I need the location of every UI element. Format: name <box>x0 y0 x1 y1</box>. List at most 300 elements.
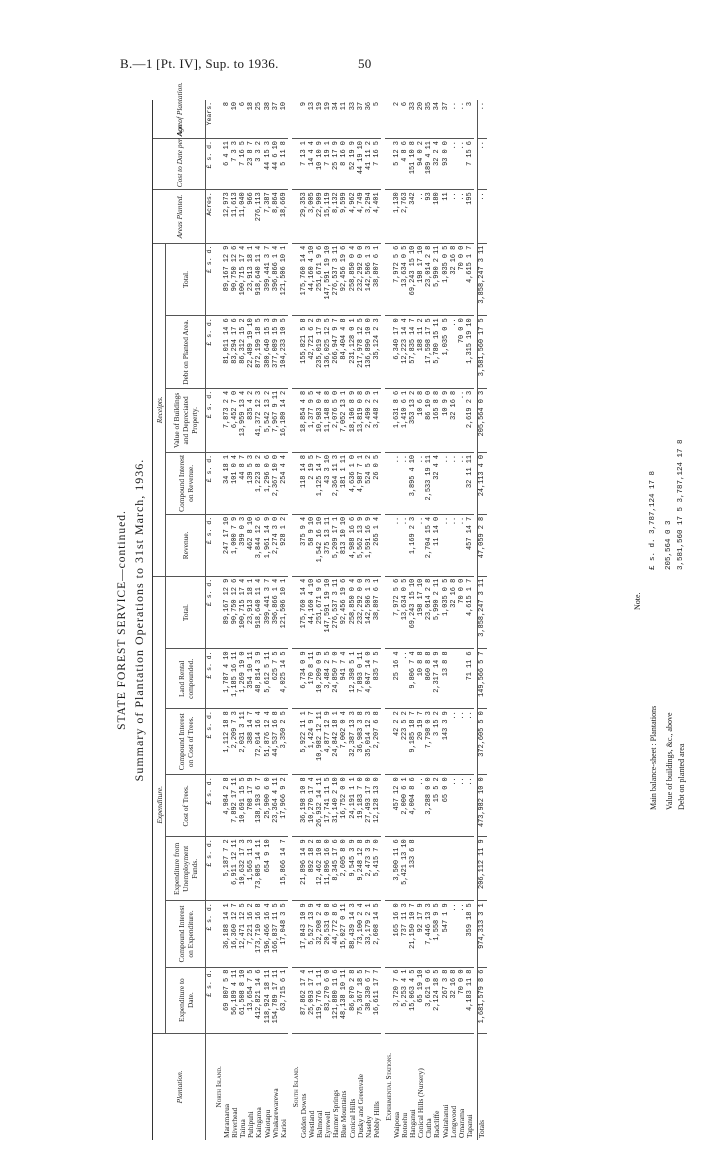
cell: 25 17 9 <box>332 139 340 190</box>
table-row <box>433 100 441 1140</box>
table-row <box>247 100 255 1140</box>
cell: 37 <box>357 100 365 139</box>
cell: 198 17 10 <box>417 576 425 649</box>
cell: 93 0 0 <box>442 139 450 190</box>
cell: .. <box>458 100 466 139</box>
cell: 19 <box>316 100 324 139</box>
cell: 90,750 12 6 <box>231 243 239 316</box>
cell: 63,715 6 1 <box>280 967 288 1033</box>
col-header-plantation: Plantation. <box>153 1033 206 1140</box>
table-row <box>272 100 280 1140</box>
cell: 7,873 2 4 <box>223 388 231 452</box>
cell <box>450 837 458 901</box>
cell: 10,691 15 5 <box>239 775 247 837</box>
cell: 56,189 4 11 <box>231 967 239 1033</box>
cell: 21,150 10 7 <box>409 901 417 967</box>
cell: 265 1 4 <box>373 514 381 576</box>
cell <box>292 243 300 316</box>
cell: 1,125 14 7 <box>316 452 324 514</box>
cell: 1,035 0 5 <box>442 243 450 316</box>
cell: 7,002 0 4 <box>340 709 348 775</box>
cell: 44 15 3 <box>264 139 272 190</box>
cell: 81,011 14 6 <box>223 316 231 389</box>
note-label-3: Debt on planted area <box>677 743 686 810</box>
cell: 860 8 8 <box>425 649 433 709</box>
cell: 217,978 12 5 <box>357 316 365 389</box>
cell: 1,130 <box>393 190 401 243</box>
row-label: Karioi <box>278 1119 288 1138</box>
cell: 104,233 10 5 <box>280 316 288 389</box>
cell: 2,076 5 0 <box>332 388 340 452</box>
cell: 835 7 5 <box>373 649 381 709</box>
cell: £ s. d. <box>206 243 216 316</box>
col-header-11: Debt on Planted Area. <box>166 316 206 389</box>
col-header-areas: Areas Planted. <box>153 190 206 243</box>
cell: 1,169 2 3 <box>409 514 417 576</box>
cell: 44,537 16 8 <box>272 709 280 775</box>
cell: 6 4 11 <box>223 139 231 190</box>
cell <box>458 837 466 901</box>
cell: 18 <box>247 100 255 139</box>
cell: 2,031 3 11 <box>239 709 247 775</box>
cell: 1,787 4 10 <box>223 649 231 709</box>
cell: 8 <box>223 100 231 139</box>
cell: 708 17 9 <box>247 775 255 837</box>
cell: 23,014 2 8 <box>425 576 433 649</box>
cell: 457 14 7 <box>466 514 474 576</box>
cell: .. <box>450 514 458 576</box>
cell: 396,866 1 4 <box>272 576 280 649</box>
cell: 412,821 14 6 <box>255 967 263 1033</box>
cell <box>385 901 393 967</box>
cell: .. <box>450 316 458 389</box>
cell: 20 <box>417 100 425 139</box>
cell: 32 4 4 <box>433 452 441 514</box>
cell <box>292 139 300 190</box>
cell: .. <box>401 452 409 514</box>
cell <box>292 316 300 389</box>
cell: 38,330 6 7 <box>365 967 373 1033</box>
cell: 10 10 9 <box>316 139 324 190</box>
cell: 44 6 10 <box>272 139 280 190</box>
cell: 92,456 19 6 <box>340 243 348 316</box>
cell: £ s. d. <box>206 967 216 1033</box>
row-label: Tapanui <box>464 1114 474 1138</box>
cell: .. <box>401 514 409 576</box>
cell <box>292 514 300 576</box>
cell: 8,345 17 6 <box>332 837 340 901</box>
cell: 1,035 0 5 <box>442 316 450 389</box>
cell: 276,537 3 11 <box>332 243 340 316</box>
cell: 8,864 <box>272 190 280 243</box>
cell: 143 3 9 <box>442 709 450 775</box>
cell: 2,490 2 9 <box>365 388 373 452</box>
cell <box>385 139 393 190</box>
table-row <box>223 100 231 1140</box>
cell: 254 4 4 <box>280 452 288 514</box>
cell: 2,533 19 11 <box>425 452 433 514</box>
cell <box>385 190 393 243</box>
cell: 10 <box>280 100 288 139</box>
cell: 2 19 5 <box>308 452 316 514</box>
cell: .. <box>478 190 487 243</box>
cell: .. <box>458 514 466 576</box>
cell: 22,909 <box>316 190 324 243</box>
cell: £ s. d. <box>206 837 216 901</box>
col-header-4: Cost of Trees. <box>166 775 206 837</box>
cell: 918,640 11 4 <box>255 243 263 316</box>
cell: 2 <box>393 100 401 139</box>
cell <box>292 452 300 514</box>
cell: 1,410 6 1 <box>401 388 409 452</box>
cell: 6,734 0 9 <box>300 649 308 709</box>
row-label: Puhipuhi <box>246 1111 256 1138</box>
cell: .. <box>466 775 474 837</box>
cell: 36,198 10 8 <box>300 775 308 837</box>
cell: 6 <box>401 100 409 139</box>
cell: 11,896 16 0 <box>324 837 332 901</box>
cell: 4,984 2 8 <box>223 775 231 837</box>
cell: 7,972 5 6 <box>393 243 401 316</box>
cell: 44,772 8 6 <box>332 901 340 967</box>
cell: 165 16 0 <box>393 901 401 967</box>
cell: 147,591 19 10 <box>324 576 332 649</box>
cell: 38,807 6 1 <box>373 243 381 316</box>
cell: 25 <box>255 100 263 139</box>
cell: 4,988 16 6 <box>349 514 357 576</box>
cell: .. <box>450 452 458 514</box>
cell <box>292 901 300 967</box>
cell: 9,599 <box>340 190 348 243</box>
cell: 4,615 1 7 <box>466 576 474 649</box>
cell: 2,619 2 3 <box>466 388 474 452</box>
cell: £ s. d. <box>206 514 216 576</box>
cell: 4 8 6 <box>401 139 409 190</box>
cell: 32 2 4 <box>433 139 441 190</box>
cell: 1,112 18 8 <box>223 709 231 775</box>
cell: 4,183 11 8 <box>466 967 474 1033</box>
cell: 86,070 2 8 <box>349 967 357 1033</box>
cell: 8,132 <box>332 190 340 243</box>
cell: 32,387 13 3 <box>349 709 357 775</box>
cell: .. <box>393 452 401 514</box>
cell: 12,462 10 8 <box>316 837 324 901</box>
cell: .. <box>466 709 474 775</box>
cell: 33 <box>349 100 357 139</box>
cell: 17,843 10 9 <box>300 901 308 967</box>
cell: 4,749 <box>357 190 365 243</box>
cell: 3 3 2 <box>255 139 263 190</box>
cell: 399,441 3 7 <box>264 576 272 649</box>
cell: 359 18 5 <box>466 901 474 967</box>
cell <box>292 967 300 1033</box>
cell: 44,160 4 10 <box>308 243 316 316</box>
section-title: North Island. <box>214 1066 223 1108</box>
cell: 3,621 0 6 <box>425 967 433 1033</box>
cell: 87,862 17 4 <box>300 967 308 1033</box>
cell: 196,466 16 4 <box>264 901 272 967</box>
cell: 872,199 18 5 <box>255 316 263 389</box>
section-title: South Island. <box>290 1066 300 1108</box>
cell: 15,027 0 11 <box>340 901 348 967</box>
cell: 65 19 10 <box>417 967 425 1033</box>
cell: 92,456 19 6 <box>340 576 348 649</box>
cell: 2,000 6 1 <box>401 775 409 837</box>
note-label-1: Main balance-sheet : Plantations <box>649 705 658 810</box>
cell: 151 10 8 <box>409 139 417 190</box>
cell <box>385 967 393 1033</box>
cell <box>385 100 393 139</box>
cell <box>433 837 441 901</box>
cell: 38,807 6 1 <box>373 576 381 649</box>
cell: 21,896 14 9 <box>300 837 308 901</box>
cell: 12,471 12 5 <box>239 901 247 967</box>
note-amount-3: 3,581,560 17 5 3,787,124 17 8 <box>677 439 685 570</box>
cell <box>292 709 300 775</box>
cell: 3 15 2 <box>433 709 441 775</box>
cell: 17,048 3 5 <box>280 901 288 967</box>
cell: 32 16 8 <box>450 576 458 649</box>
cell: 118,924 18 11 <box>264 967 272 1033</box>
cell: 1,000 7 9 <box>231 514 239 576</box>
cell: 11,040 <box>239 190 247 243</box>
cell: 16,180 14 2 <box>280 388 288 452</box>
cell: 13 <box>308 100 316 139</box>
cell: 205,564 0 3 <box>478 388 487 452</box>
cell: 3,350 2 5 <box>280 709 288 775</box>
col-header-5: Compound Interest on Cost of Trees. <box>166 709 206 775</box>
cell: 13,959 13 4 <box>239 388 247 452</box>
cell <box>292 837 300 901</box>
cell <box>417 837 425 901</box>
cell: £ s. d. <box>206 709 216 775</box>
cell: £ s. d. <box>206 388 216 452</box>
cell: 181 1 11 <box>340 452 348 514</box>
cell: 12,973 <box>223 190 231 243</box>
cell <box>292 388 300 452</box>
cell <box>215 139 223 190</box>
cell: 72,014 16 4 <box>255 709 263 775</box>
cell: 47,059 2 8 <box>478 514 487 576</box>
cell: 51,876 12 4 <box>264 709 272 775</box>
note-heading: Note. <box>633 592 642 610</box>
cell: 23,014 2 8 <box>425 243 433 316</box>
cell: 7,967 9 11 <box>272 388 280 452</box>
cell <box>215 775 223 837</box>
cell: 26,932 14 11 <box>316 775 324 837</box>
cell: 2,364 11 3 <box>332 452 340 514</box>
cell: 10 6 8 <box>417 388 425 452</box>
cell: 44,160 4 10 <box>308 576 316 649</box>
cell: 4,962 <box>349 190 357 243</box>
cell: 2,124 18 5 <box>433 967 441 1033</box>
cell <box>425 837 433 901</box>
cell: 17,741 11 5 <box>324 775 332 837</box>
row-label: Maramarua <box>222 1103 232 1138</box>
cell: 13,654 7 5 <box>247 967 255 1033</box>
cell: 8 16 0 <box>340 139 348 190</box>
cell: 7 16 5 <box>239 139 247 190</box>
col-header-1: Expenditure to Date. <box>166 967 206 1033</box>
row-label: Blue Mountains <box>339 1090 349 1138</box>
cell: 7 16 5 <box>373 139 381 190</box>
cell: 15,866 14 7 <box>280 837 288 901</box>
col-header-cost-per-acre: Cost to Date per Acre. <box>153 139 206 190</box>
cell: 7,892 17 11 <box>231 775 239 837</box>
cell: 258,850 0 4 <box>349 243 357 316</box>
cell: 37 <box>442 100 450 139</box>
table-row <box>417 100 425 1140</box>
cell: .. <box>458 388 466 452</box>
cell: £ s. d. <box>206 576 216 649</box>
col-header-6: Land Rental compounded. <box>166 649 206 709</box>
cell: 118 14 8 <box>300 452 308 514</box>
cell: 189 4 11 <box>425 139 433 190</box>
cell: 235,019 17 9 <box>316 316 324 389</box>
cell: .. <box>478 139 487 190</box>
cell: 70 0 0 <box>458 576 466 649</box>
table-row <box>349 100 357 1140</box>
cell: 251,671 9 6 <box>316 243 324 316</box>
cell: 154,789 17 11 <box>272 967 280 1033</box>
col-header-9: Compound Interest on Revenue. <box>166 452 206 514</box>
cell: 52 19 9 <box>349 139 357 190</box>
table-row <box>239 100 247 1140</box>
cell: 198 17 10 <box>417 243 425 316</box>
cell <box>215 100 223 139</box>
cell: .. <box>458 190 466 243</box>
cell: 4,401 <box>373 190 381 243</box>
cell: 5,421 13 10 <box>401 837 409 901</box>
cell: 165 8 8 <box>433 388 441 452</box>
row-label: Westland <box>307 1110 317 1138</box>
cell <box>385 243 393 316</box>
cell: 70 0 0 <box>458 243 466 316</box>
cell: 14 4 4 <box>308 139 316 190</box>
cell: 38 <box>264 100 272 139</box>
cell: 9,806 7 4 <box>409 649 417 709</box>
cell: 36,983 3 8 <box>357 709 365 775</box>
cell <box>215 514 223 576</box>
cell: 918,640 11 4 <box>255 576 263 649</box>
cell: 1,681,579 8 6 <box>478 967 487 1033</box>
cell: 247 17 10 <box>223 514 231 576</box>
document-subtitle: Summary of Plantation Operations to 31st March, 1936. <box>132 458 146 782</box>
cell: 372,605 5 0 <box>478 709 487 775</box>
cell: 12,223 14 4 <box>401 316 409 389</box>
cell: 138,193 6 7 <box>255 775 263 837</box>
cell: 195 <box>466 190 474 243</box>
cell: 37 <box>272 100 280 139</box>
cell: 73,100 2 4 <box>357 901 365 967</box>
cell: 13 8 8 <box>442 649 450 709</box>
cell: 7,221 16 2 <box>247 901 255 967</box>
cell: 2,317 14 9 <box>433 649 441 709</box>
table-row <box>401 100 409 1140</box>
cell: .. <box>417 452 425 514</box>
cell: 7,972 5 6 <box>393 576 401 649</box>
cell: 462 8 10 <box>247 514 255 576</box>
units-row <box>206 100 216 1140</box>
cell: 3,448 2 1 <box>373 388 381 452</box>
cell <box>292 775 300 837</box>
cell <box>450 649 458 709</box>
cell: 10 8 8 <box>417 649 425 709</box>
cell <box>292 190 300 243</box>
cell: 24,113 4 0 <box>478 452 487 514</box>
cell: 90,750 12 6 <box>231 576 239 649</box>
col-header-age: Age of Plantation. <box>153 100 206 139</box>
cell: 5 11 8 <box>280 139 288 190</box>
table-row <box>280 100 288 1140</box>
cell: 147,591 19 10 <box>324 243 332 316</box>
table-row <box>466 100 474 1140</box>
cell: 17,966 9 2 <box>280 775 288 837</box>
cell: .. <box>442 452 450 514</box>
row-label: Hanganui <box>408 1109 418 1138</box>
cell: 32 16 8 <box>450 967 458 1033</box>
cell: 41 11 2 <box>365 139 373 190</box>
section-header-row <box>215 100 223 1140</box>
cell: 11,148 8 8 <box>324 388 332 452</box>
cell: 121,506 10 1 <box>280 576 288 649</box>
cell <box>292 100 300 139</box>
cell <box>385 452 393 514</box>
row-label: Pebbly Hills <box>371 1101 381 1138</box>
cell: 155,821 5 8 <box>300 316 308 389</box>
col-header-10: Value of Buildings and Depreciated Property. <box>166 388 206 452</box>
cell: 3,005 <box>308 190 316 243</box>
cell: 48,138 10 11 <box>340 967 348 1033</box>
cell: 206,112 11 9 <box>478 837 487 901</box>
col-header-12: Total. <box>166 243 206 316</box>
cell: 89,167 12 9 <box>223 243 231 316</box>
cell: 3,720 7 6 <box>393 967 401 1033</box>
cell: 4,636 1 0 <box>349 452 357 514</box>
col-header-3: Expenditure from Unemployment Funds. <box>166 837 206 901</box>
row-label: Totals <box>478 1033 487 1140</box>
cell: 10,209 0 9 <box>316 649 324 709</box>
cell: 251,671 9 6 <box>316 576 324 649</box>
cell: 377,089 15 9 <box>272 316 280 389</box>
cell <box>272 837 280 901</box>
cell: 15,063 4 5 <box>409 967 417 1033</box>
cell: 9,545 3 9 <box>349 837 357 901</box>
table-row <box>308 100 316 1140</box>
plantation-summary-table <box>152 82 487 1140</box>
cell: 1,542 16 10 <box>316 514 324 576</box>
cell: 88,439 14 3 <box>349 901 357 967</box>
row-label: Waipoua <box>391 1111 401 1138</box>
cell: 31,140 2 10 <box>332 775 340 837</box>
cell: 18,669 <box>280 190 288 243</box>
row-label: Clutha <box>424 1118 434 1138</box>
col-header-2: Compound Interest on Expenditure. <box>166 901 206 967</box>
cell: 23 8 7 <box>247 139 255 190</box>
cell: 35,014 12 3 <box>365 709 373 775</box>
cell: 19,183 7 0 <box>357 775 365 837</box>
cell: 457 12 0 <box>393 775 401 837</box>
cell: 276,113 <box>255 190 263 243</box>
cell <box>385 649 393 709</box>
cell <box>385 709 393 775</box>
table-row <box>458 100 466 1140</box>
cell: 223 5 2 <box>401 709 409 775</box>
cell <box>215 576 223 649</box>
cell <box>215 901 223 967</box>
cell: 3,858,247 3 11 <box>478 243 487 316</box>
cell: Acres. <box>206 190 216 243</box>
